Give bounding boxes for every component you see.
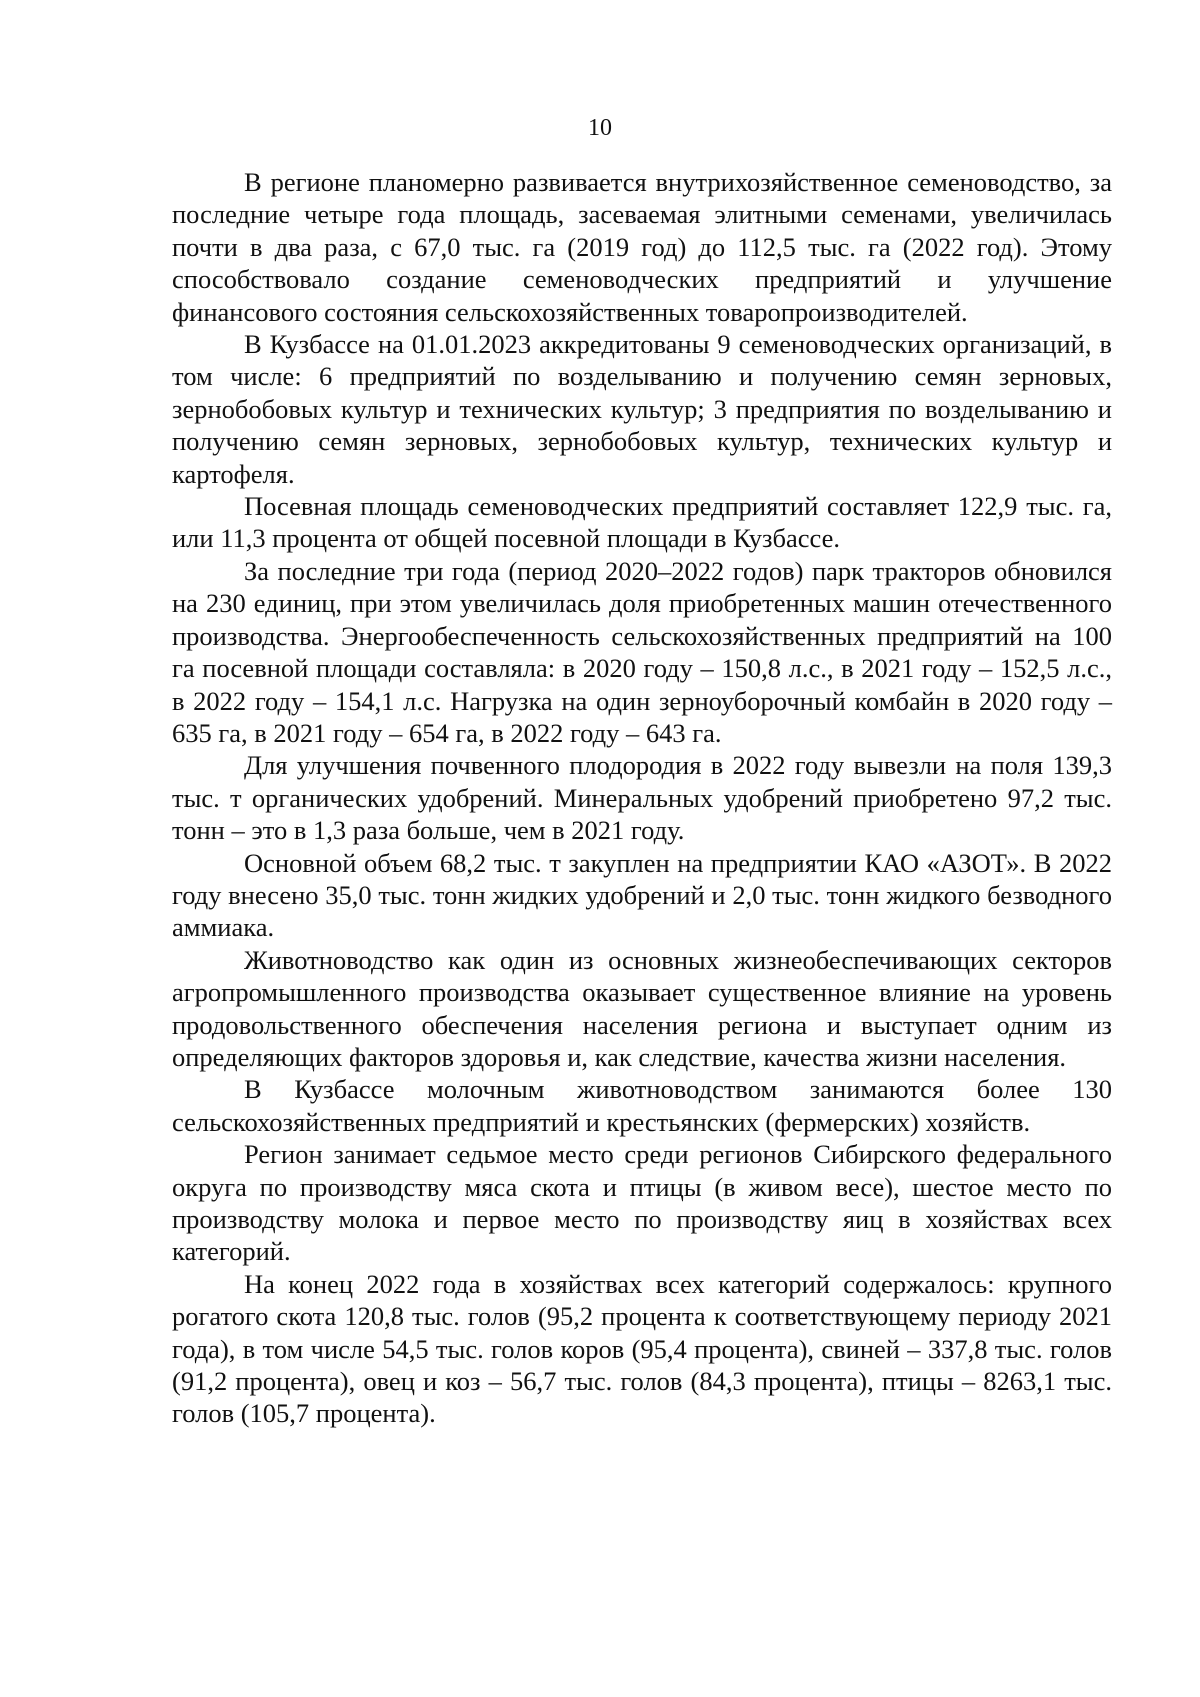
paragraph-livestock-count: На конец 2022 года в хозяйствах всех категорий содержалось: крупного рогатого скота 120,8 тыс. голов (95,2 процента к соответствующему периоду 2021 года), в том числе 54,5 тыс. голов коров (95,4 процента), свиней – 337,8 тыс. голов (91,2 процента), овец и коз – 56,7 тыс. голов (84,3 процента), птицы – 8263,1 тыс. голов (105,7 процента). bbox=[172, 1268, 1112, 1429]
paragraph-sown-area: Посевная площадь семеноводческих предприятий составляет 122,9 тыс. га, или 11,3 процента от общей посевной площади в Кузбассе. bbox=[172, 491, 1112, 554]
paragraph-livestock-importance: Животноводство как один из основных жизнеобеспечивающих секторов агропромышленного производства оказывает существенное влияние на уровень продовольственного обеспечения населения региона и выступает одним из определяющих факторов здоровья и, как следствие, качества жизни населения. bbox=[172, 944, 1112, 1072]
paragraph-region-ranking: Регион занимает седьмое место среди регионов Сибирского федерального округа по производству мяса скота и птицы (в живом весе), шестое место по производству молока и первое место по производству яиц в хозяйствах всех категорий. bbox=[172, 1139, 1112, 1267]
paragraph-dairy-farms: В Кузбассе молочным животноводством занимаются более 130 сельскохозяйственных предприятий и крестьянских (фермерских) хозяйств. bbox=[172, 1074, 1112, 1137]
paragraph-seed-production: В регионе планомерно развивается внутрихозяйственное семеноводство, за последние четыре года площадь, засеваемая элитными семенами, увеличилась почти в два раза, с 67,0 тыс. га (2019 год) до 112,5 тыс. га (2022 год). Этому способствовало создание семеноводческих предприятий и улучшение финансового состояния сельскохозяйственных товаропроизводителей. bbox=[172, 167, 1112, 327]
document-body bbox=[172, 166, 1112, 1430]
paragraph-accredited-organizations: В Кузбассе на 01.01.2023 аккредитованы 9 семеноводческих организаций, в том числе: 6 предприятий по возделыванию и получению семян зерновых, зернобобовых культур и технических культур; 3 предприятия по возделыванию и получению семян зерновых, зернобобовых культур, технических культур и картофеля. bbox=[172, 329, 1112, 489]
paragraph-fertilizer-volume: Основной объем 68,2 тыс. т закуплен на предприятии КАО «АЗОТ». В 2022 году внесено 35,0 тыс. тонн жидких удобрений и 2,0 тыс. тонн жидкого безводного аммиака. bbox=[172, 847, 1112, 943]
paragraph-soil-fertility: Для улучшения почвенного плодородия в 2022 году вывезли на поля 139,3 тыс. т органических удобрений. Минеральных удобрений приобретено 97,2 тыс. тонн – это в 1,3 раза больше, чем в 2021 году. bbox=[172, 750, 1112, 846]
paragraph-tractor-fleet: За последние три года (период 2020–2022 годов) парк тракторов обновился на 230 единиц, при этом увеличилась доля приобретенных машин отечественного производства. Энергообеспеченность сельскохозяйственных предприятий на 100 га посевной площади составляла: в 2020 году – 150,8 л.с., в 2021 году – 152,5 л.с., в 2022 году – 154,1 л.с. Нагрузка на один зерноуборочный комбайн в 2020 году – 635 га, в 2021 году – 654 га, в 2022 году – 643 га. bbox=[172, 555, 1112, 748]
page-number: 10 bbox=[588, 115, 612, 141]
